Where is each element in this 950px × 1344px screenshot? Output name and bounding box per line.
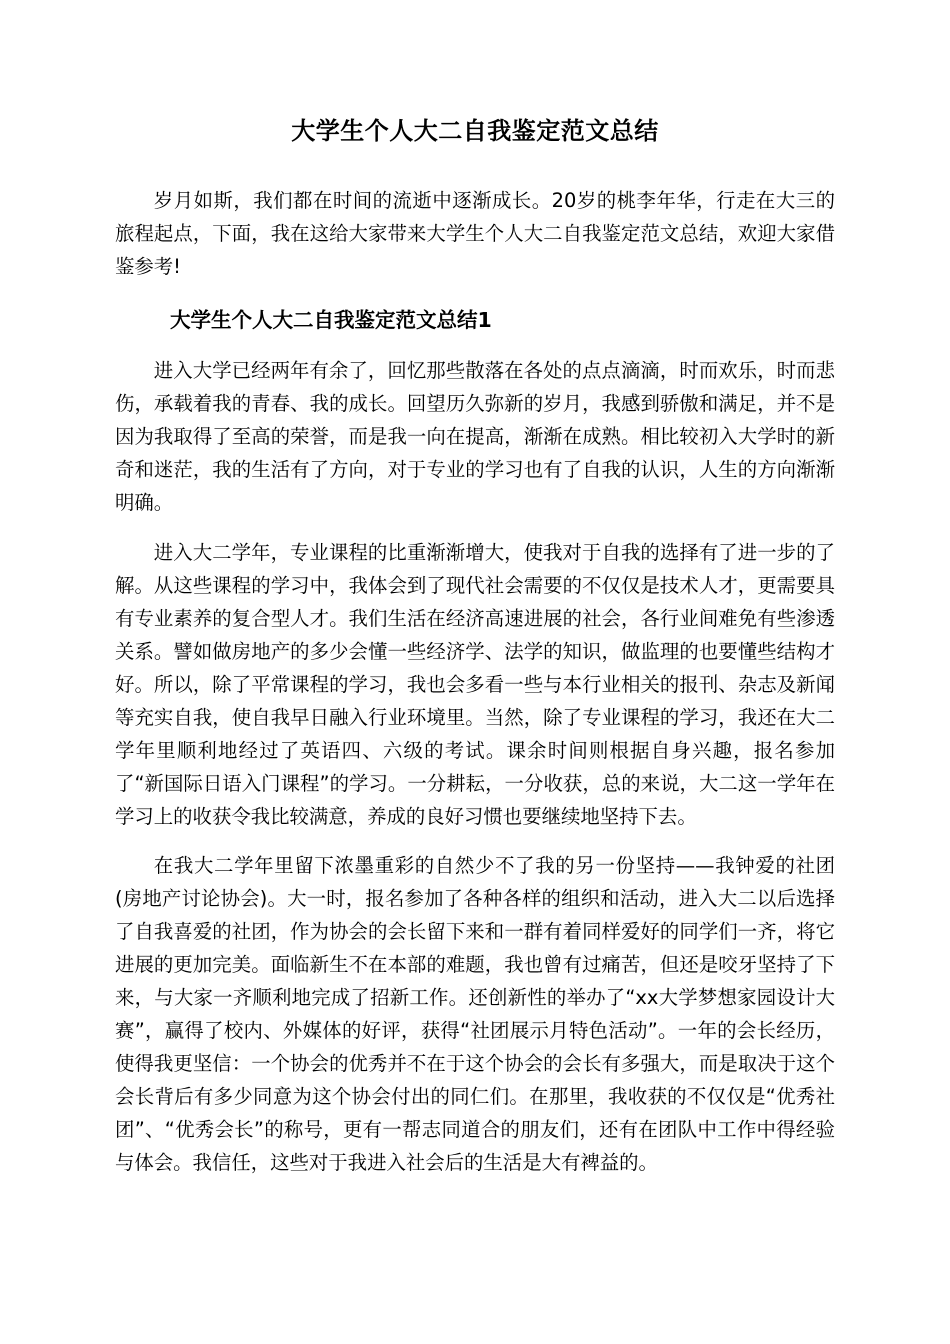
body-paragraph-2: 进入大二学年，专业课程的比重渐渐增大，使我对于自我的选择有了进一步的了解。从这些课程的学习中，我体会到了现代社会需要的不仅仅是技术人才，更需要具有专业素养的复合型人才。我们生活在经济高速进展的社会，各行业间难免有些渗透关系。譬如做房地产的多少会懂一些经济学、法学的知识，做监理的也要懂些结构才好。所以，除了平常课程的学习，我也会多看一些与本行业相关的报刊、杂志及新闻等充实自我，使自我早日融入行业环境里。当然，除了专业课程的学习，我还在大二学年里顺利地经过了英语四、六级的考试。课余时间则根据自身兴趣，报名参加了“新国际日语入门课程”的学习。一分耕耘，一分收获，总的来说，大二这一学年在学习上的收获令我比较满意，养成的良好习惯也要继续地坚持下去。	[115, 541, 835, 828]
body-paragraph-1: 进入大学已经两年有余了，回忆那些散落在各处的点点滴滴，时而欢乐，时而悲伤，承载着我的青春、我的成长。回望历久弥新的岁月，我感到骄傲和满足，并不是因为我取得了至高的荣誉，而是我一向在提高，渐渐在成熟。相比较初入大学时的新奇和迷茫，我的生活有了方向，对于专业的学习也有了自我的认识，人生的方向渐渐明确。	[115, 359, 835, 514]
intro-paragraph: 岁月如斯，我们都在时间的流逝中逐渐成长。20岁的桃李年华，行走在大三的旅程起点，下面，我在这给大家带来大学生个人大二自我鉴定范文总结，欢迎大家借鉴参考!	[115, 189, 835, 278]
document-title: 大学生个人大二自我鉴定范文总结	[291, 117, 659, 145]
section-heading: 大学生个人大二自我鉴定范文总结1	[170, 308, 492, 332]
body-paragraph-3: 在我大二学年里留下浓墨重彩的自然少不了我的另一份坚持——我钟爱的社团(房地产讨论协会)。大一时，报名参加了各种各样的组织和活动，进入大二以后选择了自我喜爱的社团，作为协会的会长留下来和一群有着同样爱好的同学们一齐，将它进展的更加完美。面临新生不在本部的难题，我也曾有过痛苦，但还是咬牙坚持了下来，与大家一齐顺利地完成了招新工作。还创新性的举办了“xx大学梦想家园设计大赛”，赢得了校内、外媒体的好评，获得“社团展示月特色活动”。一年的会长经历，使得我更坚信：一个协会的优秀并不在于这个协会的会长有多强大，而是取决于这个会长背后有多少同意为这个协会付出的同仁们。在那里，我收获的不仅仅是“优秀社团”、“优秀会长”的称号，更有一帮志同道合的朋友们，还有在团队中工作中得经验与体会。我信任，这些对于我进入社会后的生活是大有裨益的。	[115, 854, 835, 1174]
